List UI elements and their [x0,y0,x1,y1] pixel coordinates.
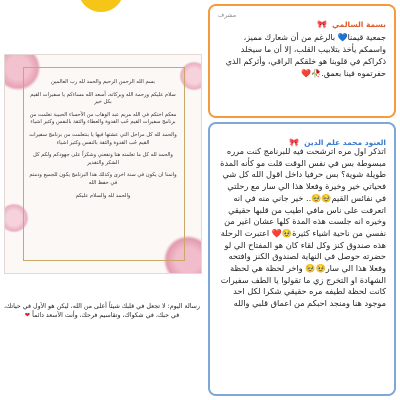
comment-author[interactable]: العنود محمد علم الدين [304,138,386,147]
comment-text: جمعية قيمنا💙 بالرغم من أن شعارك مميز، واسمكم يأخذ بتلابيب القلب، إلا أن ما سيخلد ذكراكم في قلوبنا هو خلقكم الراقي، وأثركم الذي حفرتموه فينا بعمق.🥀❤️ [225,33,386,78]
comment-header [218,12,386,29]
letter-greeting: بسم الله الرحمن الرحيم والحمد لله رب العالمين [51,79,155,85]
message-caption [4,302,200,320]
bow-icon: 🎀 [289,138,300,147]
caption-text: رسالة اليوم: لا تجعل في قلبك شيئاً أعلى من الله، ليكن هو الأول في حياتك، في حبك، في شكواك، وتقاسيم فرحك، وأنت الأسعد دائماً [3,303,200,319]
ribbon-icon: 🎀 [317,20,327,29]
letter-paragraph: واتمنا ان يكون في سنة اخرى وكذلك هذا البرنامج يكون للجميع ودمتم في حفظ الله [29,172,177,186]
comment-author[interactable]: بسمة السالمي [332,20,386,29]
letter-paragraph: سلام عليكم ورحمة الله وبركاته، أسعد الله مساءكم يا سفيرات القيم بكل خير [30,91,176,106]
sun-decoration [78,0,124,12]
heart-icon: ❤ [24,312,31,319]
letter-paragraph: معكم اختكم في الله مريم عبد الوهاب من الأحساء الحبيبة تعلمت من برنامج سفيرات القيم حُب القدوة والعطاء والثقة بالنفس وكثير اشياء [29,111,177,126]
comment-header [218,130,386,147]
comment-text: اتذكر اول مره اترشحت فيه للبرنامج كنت مرره مبسوطة بس في نفس الوقت قلت مو كأنه المدة طويلة شوية؟ بس حرفيا داخل اقول الله كل شي فحياتي خير وخيرة وفعلا هذا الي سار مع رحلتي في نفائس القيم🥹🥹.. خير جاني منه في انه اتعرفت على ناس مافي اطيب من قلبها حقيقي وخيره انه جلست هذه المدة كلها عشان اغير من نفسي من ناحية اشياء كثيرة🥹❤️ اعتبرت الرحلة هذه صندوق كنز وكل لقاء كان هو المفتاح الي لو حضرته حوصل في النهاية لصندوق الكنز وافتحه وفعلا هذا الي سار🥹🥹 واخر لحظة هي لحظة الشهادة او التخرج زي ما تقولوا يا الطف سفيرات كانت لحظة لطيفه مره حقيقي شكرا لكل احد موجود هنا ومنجد احبكم من اعماق قلبي والله [220,146,386,309]
letter-image[interactable] [4,54,202,274]
letter-paragraph: والحمد لله كل ما تعلمته هنا ونفعني وشكراً على جهودكم ولكم كل الشكر والتقدير [33,152,173,166]
letter-text [27,79,179,205]
comment-card[interactable] [208,122,396,396]
letter-sign: والحمد لله والسلام عليكم [75,192,131,199]
letter-paragraph: والحمد لله كل مراحل التي عشتها فيها يا بنتعلمت من برنامج سفيرات القيم حُب القدوة والثقة بالنفس وكثير اشياء [29,131,177,146]
role-tag: مشرف [218,12,237,19]
comment-card[interactable] [208,4,396,118]
